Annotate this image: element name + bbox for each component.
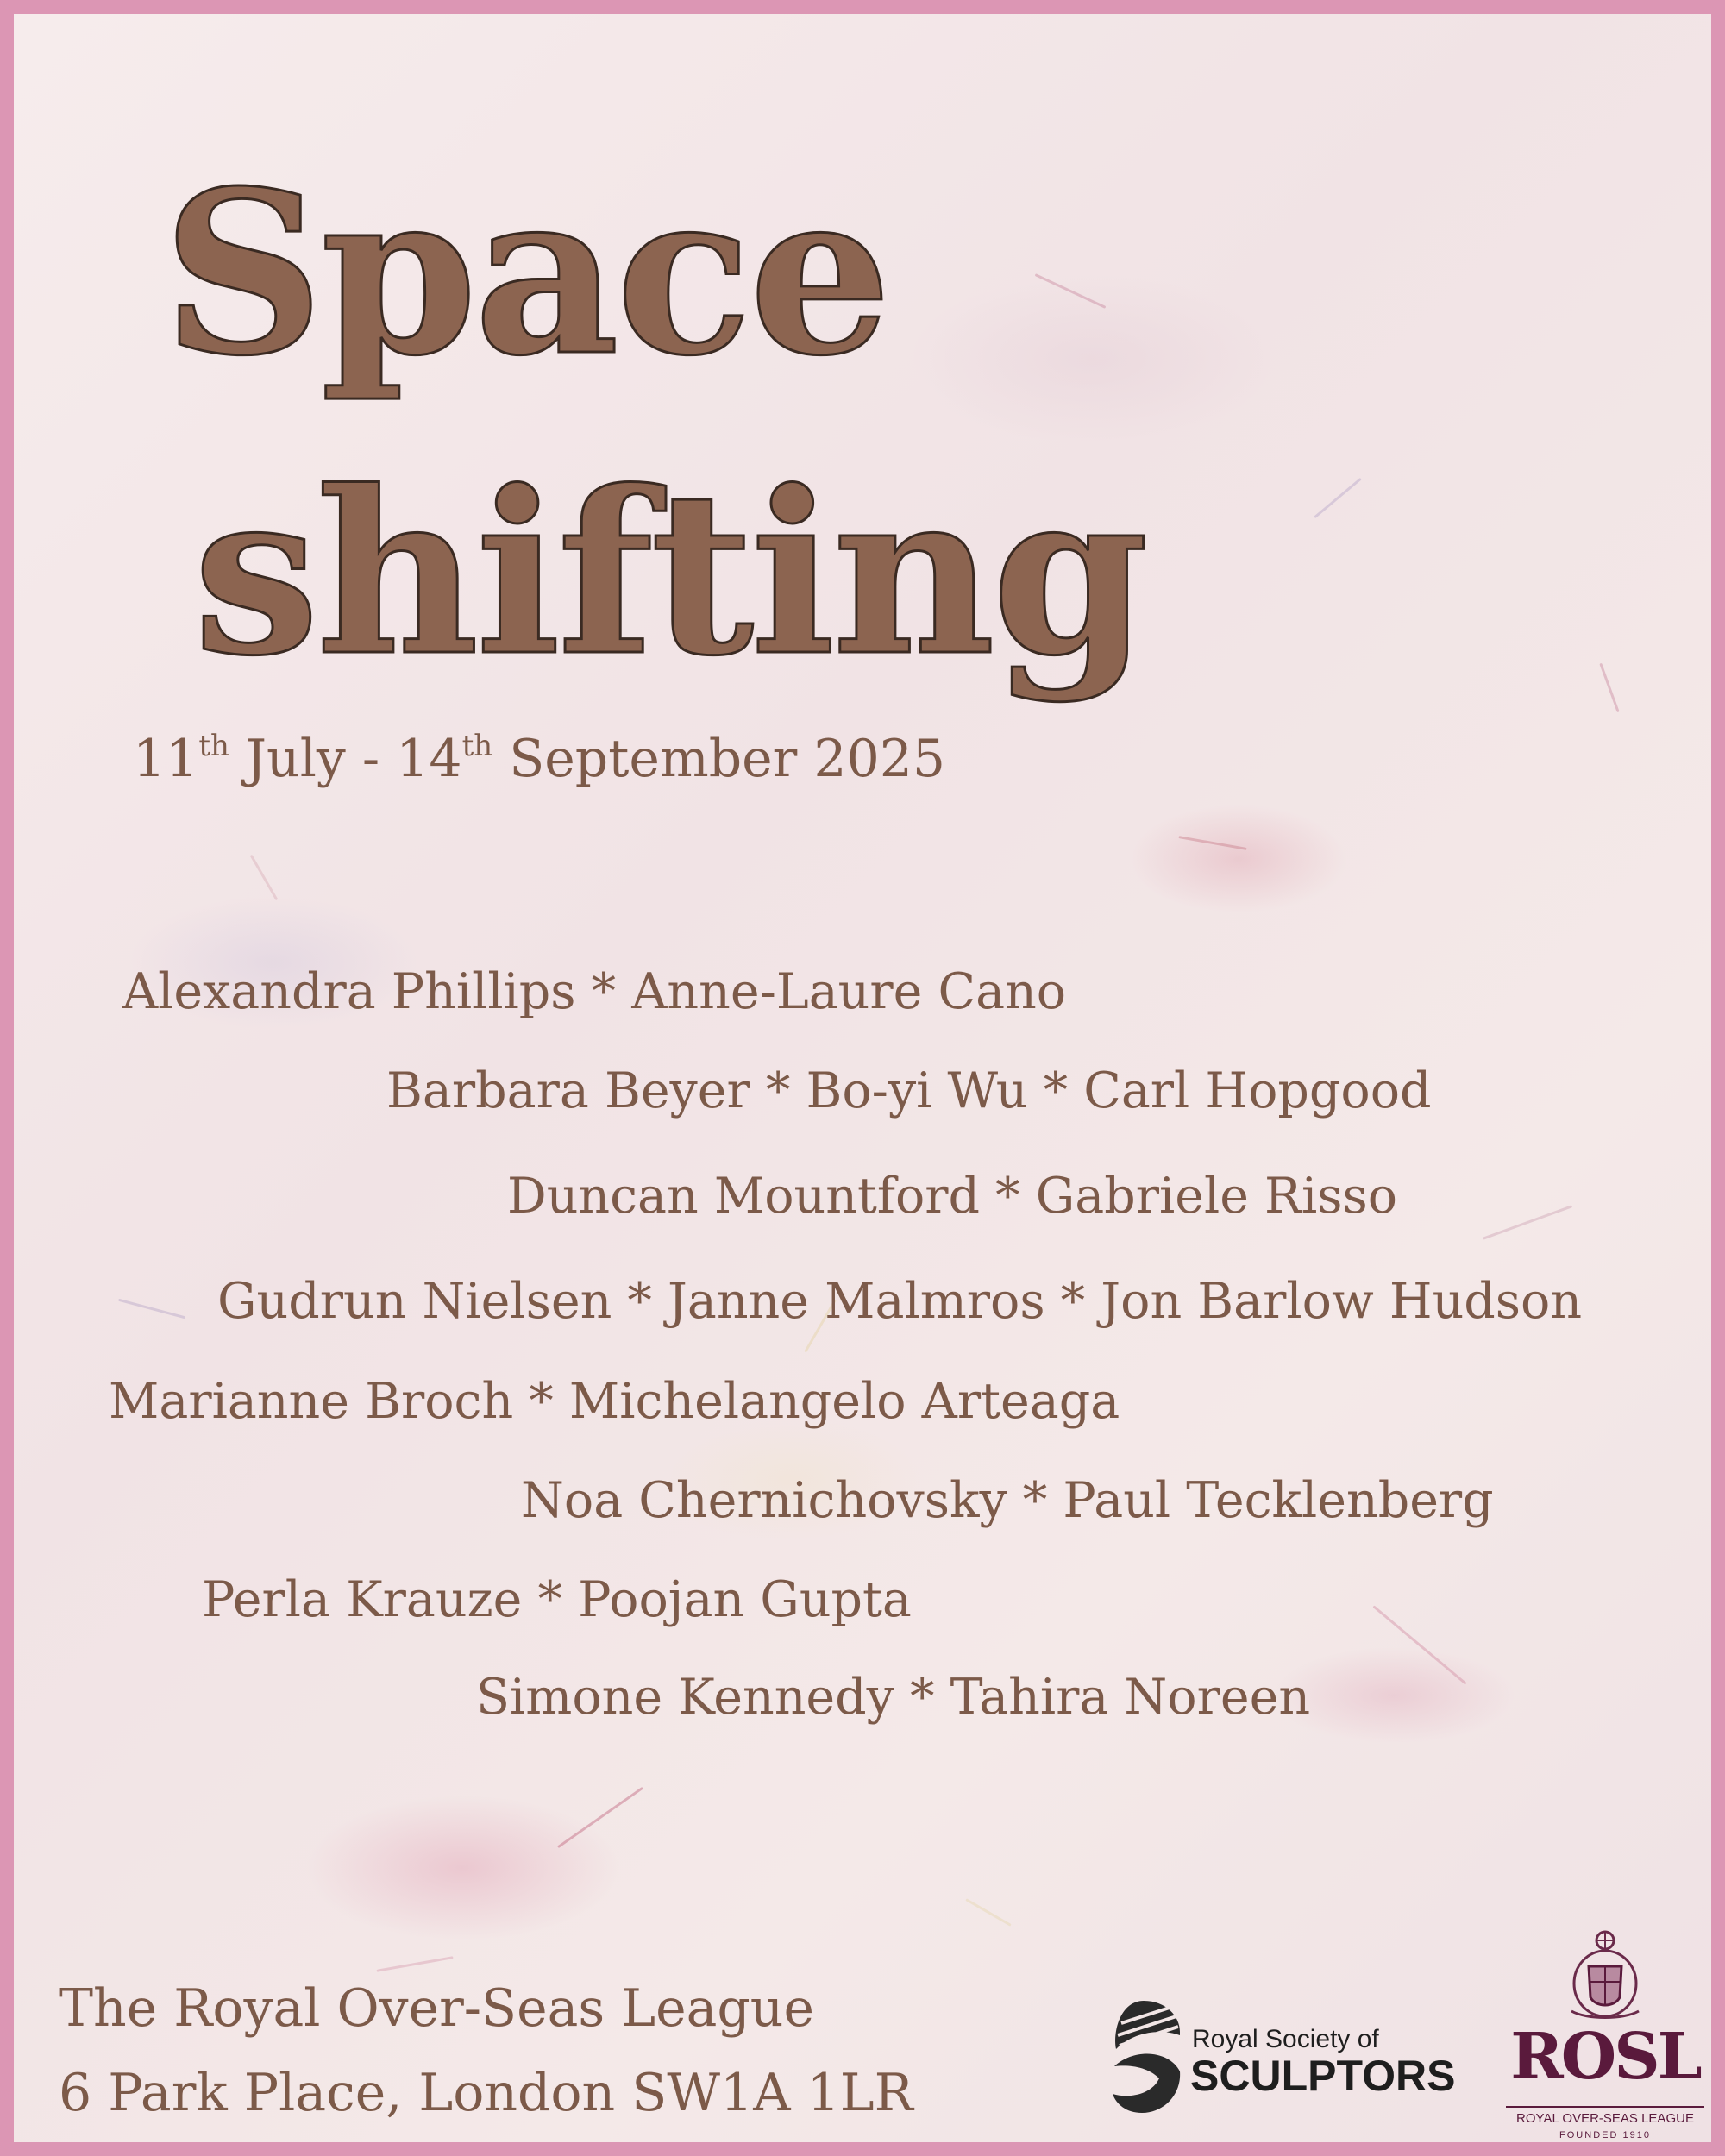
paper-fiber	[376, 1956, 453, 1972]
paper-fiber	[557, 1787, 643, 1848]
rss-logo	[1109, 1997, 1471, 2118]
rosl-logo	[1506, 1928, 1704, 2153]
end-month-year: September 2025	[492, 729, 946, 789]
artist-line: Barbara Beyer * Bo-yi Wu * Carl Hopgood	[386, 1062, 1432, 1119]
paper-fiber	[1372, 1605, 1466, 1684]
venue-name: The Royal Over-Seas League	[59, 1978, 814, 2039]
title-line-1: Space	[162, 142, 888, 405]
exhibition-dates	[133, 728, 945, 790]
end-day-suffix: th	[461, 729, 493, 763]
artist-line: Alexandra Phillips * Anne-Laure Cano	[122, 963, 1067, 1020]
artist-line: Duncan Mountford * Gabriele Risso	[507, 1168, 1398, 1225]
artist-line: Noa Chernichovsky * Paul Tecklenberg	[521, 1472, 1494, 1529]
paper-fiber	[1178, 836, 1246, 850]
venue-address: 6 Park Place, London SW1A 1LR	[59, 2063, 913, 2123]
rss-big-text: SCULPTORS	[1190, 2052, 1456, 2100]
artist-line: Simone Kennedy * Tahira Noreen	[476, 1669, 1311, 1726]
artist-line: Gudrun Nielsen * Janne Malmros * Jon Barlow Hudson	[217, 1273, 1583, 1330]
artist-line: Marianne Broch * Michelangelo Arteaga	[109, 1373, 1120, 1430]
end-day: 14	[396, 729, 462, 789]
paper-fiber	[118, 1299, 185, 1319]
paper-fiber	[965, 1898, 1011, 1927]
start-day: 11	[133, 729, 199, 789]
paper-fiber	[250, 855, 279, 900]
rosl-full-name: ROYAL OVER-SEAS LEAGUE	[1506, 2106, 1704, 2126]
rss-swirl-icon	[1109, 1997, 1182, 2118]
paper-fiber	[1035, 273, 1107, 309]
rosl-founded: FOUNDED 1910	[1559, 2130, 1651, 2140]
rss-small-text: Royal Society of	[1192, 2025, 1379, 2053]
rosl-crest-icon	[1566, 1928, 1644, 2021]
paper-fiber	[1314, 478, 1362, 518]
artist-line: Perla Krauze * Poojan Gupta	[202, 1571, 912, 1628]
start-month: July -	[229, 729, 397, 789]
title-line-2: shifting	[193, 442, 1145, 705]
paper-fiber	[1483, 1205, 1572, 1239]
rosl-letters: ROSL	[1510, 2020, 1700, 2094]
start-day-suffix: th	[198, 729, 229, 763]
paper-fiber	[1599, 663, 1619, 712]
